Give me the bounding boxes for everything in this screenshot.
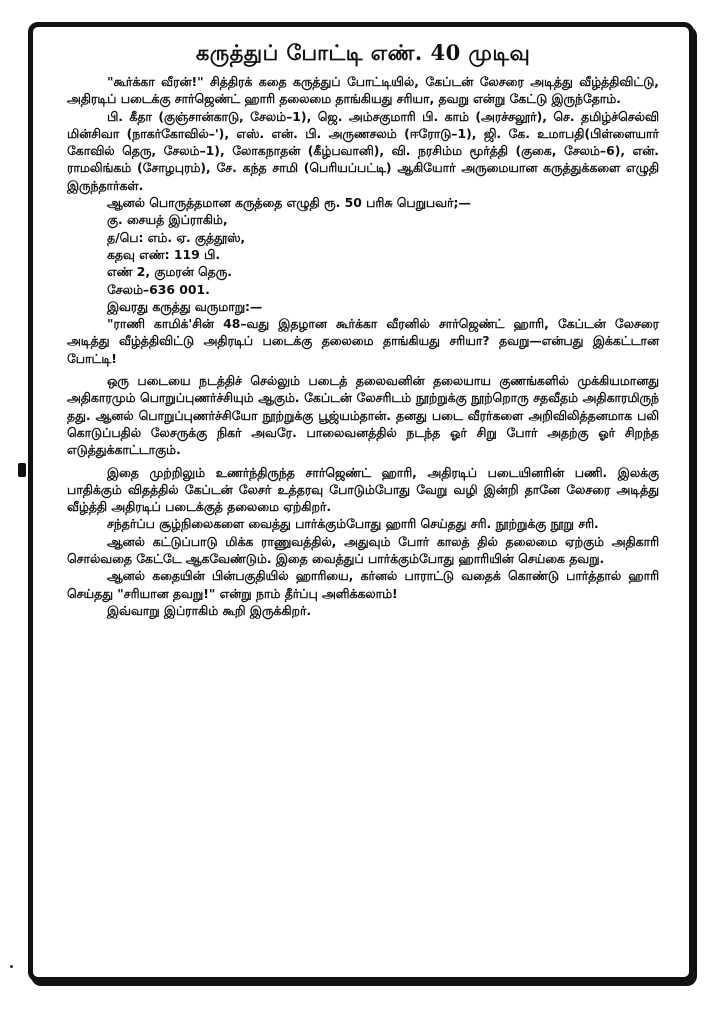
opinion-paragraph: சந்தர்ப்ப சூழ்நிலைகளை வைத்து பார்க்கும்போது ஹாரி செய்தது சரி. நூற்றுக்கு நூறு சரி. (107, 516, 599, 532)
opinion-paragraph: இதை முற்றிலும் உணர்ந்திருந்த சார்ஜெண்ட் ஹாரி, அதிரடிப் படையினரின் பணி. இலக்கு பாதிக்கும் விதத்தில் கேப்டன் லேசர் உத்தரவு போடும்போது வேறு வழி இன்றி தானே லேசரை அடித்து வீழ்த்தி அதிரடிப் படைக்குத் தலைமை ஏற்கிறர். (67, 464, 659, 515)
address-line: த/பெ: எம். ஏ. குத்தூஸ், (107, 229, 246, 245)
intro-paragraph: "கூர்க்கா வீரன்!" சித்திரக் கதை கருத்துப் போட்டியில், கேப்டன் லேசரை அடித்து வீழ்த்திவிட்டு, அதிரடிப் படைக்கு சார்ஜெண்ட் ஹாரி தலைமை தாங்கியது சரியா, தவறு என்று கேட்டு இருந்தோம். (67, 74, 659, 107)
page-title: கருத்துப் போட்டி எண். 40 முடிவு (195, 40, 531, 65)
address-line: கு. சையத் இப்ராகிம், (107, 212, 228, 228)
address-line: எண் 2, குமரன் தெரு. (107, 264, 232, 280)
article-frame (28, 22, 694, 982)
margin-ink-mark (18, 463, 26, 477)
winner-intro: ஆனல் பொருத்தமான கருத்தை எழுதி ரூ. 50 பரிசு பெறுபவர்;— (107, 195, 471, 211)
margin-dot-mark (10, 965, 13, 968)
address-line: சேலம்–636 001. (107, 281, 210, 297)
opinion-paragraph: ஒரு படையை நடத்திச் செல்லும் படைத் தலைவனின் தலையாய குணங்களில் முக்கியமானது அதிகாரமும் பொறுப்புணர்ச்சியும் ஆகும். கேப்டன் லேசரிடம் நூற்றுக்கு நூற்றொரு சதவீதம் அதிகாரமிருந் தது. ஆனல் பொறுப்புணர்ச்சியோ நூற்றுக்கு பூஜ்யம்தான். தனது படை வீரர்களை அறிவிலித்தனமாக பலி கொடுப்பதில் லேசருக்கு நிகர் அவரே. பாலைவனத்தில் நடந்த ஓர் சிறு போர் அதற்கு ஓர் சிறந்த எடுத்துக்காட்டாகும். (67, 373, 659, 458)
opinion-paragraph: "ராணி காமிக்'சின் 48–வது இதழான கூர்க்கா வீரனில் சார்ஜெண்ட் ஹாரி, கேப்டன் லேசரை அடித்து வீழ்த்திவிட்டு அதிரடிப் படைக்கு தலைமை தாங்கியது சரியா? தவறு—என்பது இக்கட்டான போட்டி! (67, 316, 659, 366)
address-line: கதவு எண்: 119 பி. (107, 246, 221, 262)
participants-paragraph: பி. கீதா (குஞ்சான்காடு, சேலம்–1), ஜெ. அம்சகுமாரி பி. காம் (அரச்சலூர்), செ. தமிழ்ச்செல்வி மின்சிவா (நாகர்கோவில்–'), எஸ். என். பி. அருணசலம் (ஈரோடு–1), ஜி. கே. உமாபதி(பிள்ளையார் கோவில் தெரு, சேலம்–1), லோகநாதன் (கீழ்பவானி), வி. நரசிம்ம மூர்த்தி (குகை, சேலம்–6), என். ராமலிங்கம் (சோழபுரம்), சே. கந்த சாமி (பெரியப்பட்டி) ஆகியோர் அருமையான கருத்துக்களை எழுதி இருந்தார்கள். (67, 108, 659, 193)
opinion-paragraph: ஆனல் கதையின் பின்பகுதியில் ஹாரியை, கர்னல் பாராட்டு வதைக் கொண்டு பார்த்தால் ஹாரி செய்தது "சரியான தவறு!" என்று நாம் தீர்ப்பு அளிக்கலாம்! (67, 568, 659, 601)
closing-line: இவ்வாறு இப்ராகிம் கூறி இருக்கிறர். (107, 602, 312, 618)
article-body (67, 73, 659, 619)
opinion-intro: இவரது கருத்து வருமாறு:— (107, 298, 263, 314)
opinion-paragraph: ஆனல் கட்டுப்பாடு மிக்க ராணுவத்தில், அதுவும் போர் காலத் தில் தலைமை ஏற்கும் அதிகாரி சொல்வதை கேட்டே ஆகவேண்டும். இதை வைத்துப் பார்க்கும்போது ஹாரியின் செய்கை தவறு. (67, 533, 659, 567)
winner-address (67, 211, 659, 297)
